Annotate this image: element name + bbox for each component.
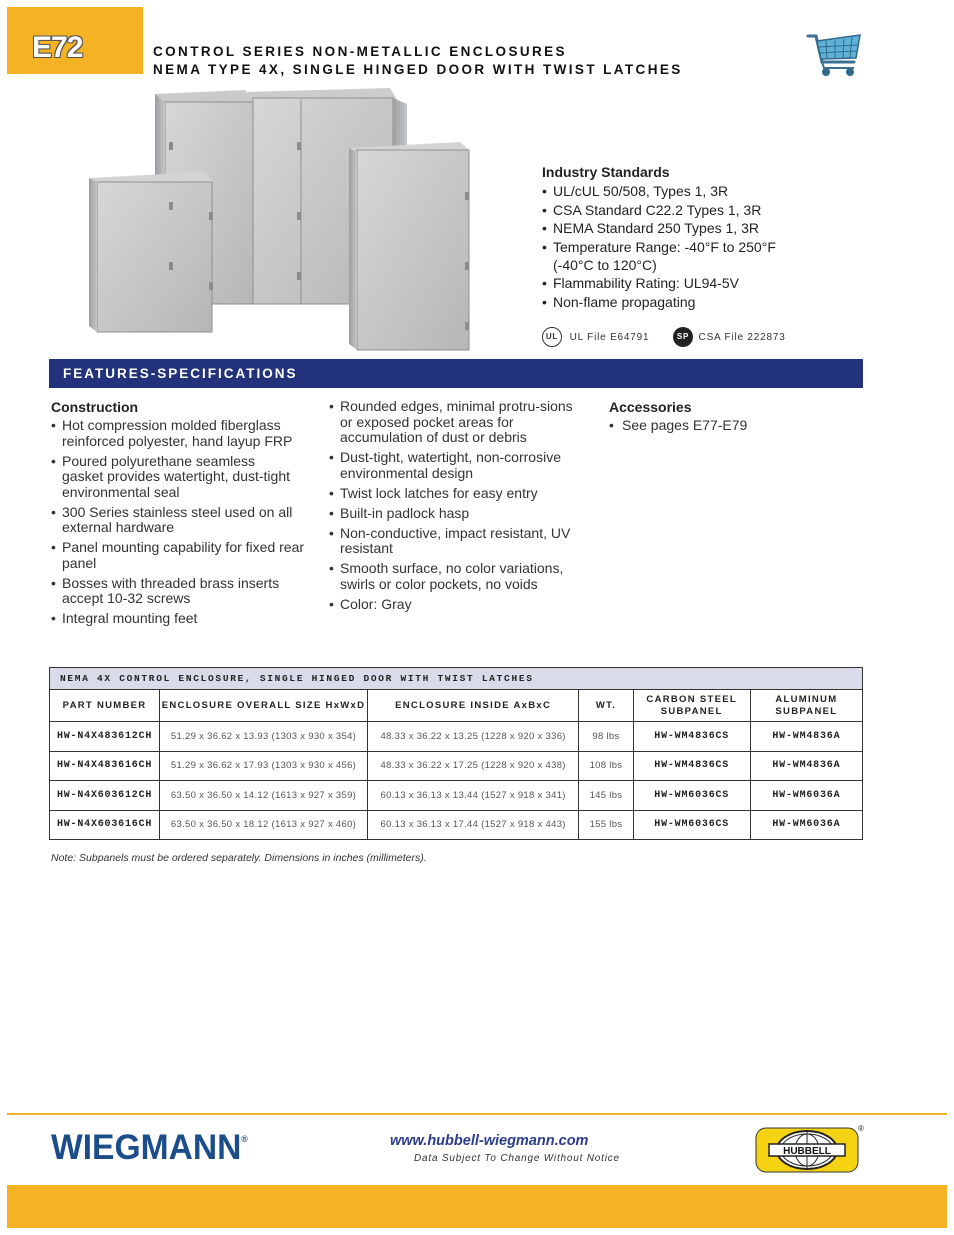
table-row	[50, 751, 863, 781]
cell: HW-WM4836CS	[633, 722, 750, 752]
table-row	[50, 810, 863, 840]
features-bar	[49, 359, 863, 388]
cell: 98 lbs	[579, 722, 633, 752]
feature-item: • Twist lock latches for easy entry	[329, 486, 587, 502]
construction-title: Construction	[51, 399, 139, 415]
disclaimer: Data Subject To Change Without Notice	[414, 1153, 620, 1164]
website-link[interactable]: www.hubbell-wiegmann.com	[390, 1133, 589, 1149]
features-column	[329, 399, 587, 617]
hubbell-logo	[755, 1127, 859, 1173]
feature-item: • Built-in padlock hasp	[329, 506, 587, 522]
col-header: ALUMINUM SUBPANEL	[750, 690, 862, 722]
cell: HW-WM4836A	[750, 722, 862, 752]
construction-column	[51, 399, 311, 631]
wiegmann-logo	[51, 1128, 248, 1168]
standards-item: • Non-flame propagating	[542, 293, 842, 311]
construction-item: • Poured polyurethane seamless gasket provides watertight, dust-tight environmental seal	[51, 454, 292, 501]
construction-item: • 300 Series stainless steel used on all external hardware	[51, 505, 311, 536]
page-tab	[7, 7, 143, 74]
features-title: FEATURES-SPECIFICATIONS	[63, 366, 298, 381]
accessories-title: Accessories	[609, 399, 692, 415]
standards-item: • CSA Standard C22.2 Types 1, 3R	[542, 201, 842, 219]
cell: 63.50 x 36.50 x 18.12 (1613 x 927 x 460)	[160, 810, 368, 840]
csa-logo-icon: SP	[673, 327, 693, 347]
header-title-line2: NEMA TYPE 4X, SINGLE HINGED DOOR WITH TWIST LATCHES	[153, 62, 683, 77]
feature-item: • Dust-tight, watertight, non-corrosive environmental design	[329, 450, 587, 481]
accessories-item: • See pages E77-E79	[609, 418, 849, 434]
table-row	[50, 722, 863, 752]
enclosure-table	[49, 667, 863, 840]
standards-item: • Flammability Rating: UL94-5V	[542, 274, 842, 292]
feature-item: • Color: Gray	[329, 597, 587, 613]
footer-divider	[7, 1113, 947, 1115]
cell: HW-WM4836A	[750, 751, 862, 781]
hubbell-reg: ®	[858, 1124, 864, 1133]
feature-item: • Non-conductive, impact resistant, UV resistant	[329, 526, 587, 557]
feature-item: • Rounded edges, minimal protru-sions or exposed pocket areas for accumulation of dust or debris	[329, 399, 575, 446]
header-title-line1: CONTROL SERIES NON-METALLIC ENCLOSURES	[153, 44, 567, 59]
table-caption: NEMA 4X CONTROL ENCLOSURE, SINGLE HINGED DOOR WITH TWIST LATCHES	[50, 668, 863, 690]
hubbell-text: HUBBELL	[783, 1146, 831, 1157]
col-header: ENCLOSURE OVERALL SIZE HxWxD	[160, 690, 368, 722]
cell: HW-WM6036CS	[633, 810, 750, 840]
standards-item: • UL/cUL 50/508, Types 1, 3R	[542, 182, 842, 200]
cell: 51.29 x 36.62 x 13.93 (1303 x 930 x 354)	[160, 722, 368, 752]
certifications	[542, 327, 786, 349]
cell: HW-WM4836CS	[633, 751, 750, 781]
standards-item: • NEMA Standard 250 Types 1, 3R	[542, 219, 842, 237]
cell: HW-N4X603616CH	[50, 810, 160, 840]
construction-item: • Integral mounting feet	[51, 611, 311, 627]
footer-bar	[7, 1185, 947, 1228]
construction-item: • Bosses with threaded brass inserts accept 10-32 screws	[51, 576, 311, 607]
cell: HW-N4X603612CH	[50, 781, 160, 811]
cell: HW-N4X483612CH	[50, 722, 160, 752]
cell: 48.33 x 36.22 x 13.25 (1228 x 920 x 336)	[367, 722, 578, 752]
construction-item: • Panel mounting capability for fixed rear panel	[51, 540, 311, 571]
cell: 63.50 x 36.50 x 14.12 (1613 x 927 x 359)	[160, 781, 368, 811]
cell: 48.33 x 36.22 x 17.25 (1228 x 920 x 438)	[367, 751, 578, 781]
enclosures-product-image	[85, 82, 485, 354]
csa-file: CSA File 222873	[698, 331, 786, 343]
cell: 108 lbs	[579, 751, 633, 781]
brand-reg: ®	[241, 1134, 248, 1144]
industry-standards	[542, 163, 842, 311]
cell: HW-WM6036A	[750, 781, 862, 811]
table-header-row	[50, 690, 863, 722]
construction-item: • Hot compression molded fiberglass reinforced polyester, hand layup FRP	[51, 418, 311, 449]
standards-item: • Temperature Range: -40°F to 250°F (-40°C to 120°C)	[542, 238, 803, 274]
ul-file: UL File E64791	[569, 331, 650, 343]
table-row	[50, 781, 863, 811]
shopping-cart-icon[interactable]	[806, 32, 864, 80]
col-header: WT.	[579, 690, 633, 722]
cell: 145 lbs	[579, 781, 633, 811]
cell: HW-WM6036CS	[633, 781, 750, 811]
feature-item: • Smooth surface, no color variations, swirls or color pockets, no voids	[329, 561, 587, 592]
cell: HW-N4X483616CH	[50, 751, 160, 781]
cell: 51.29 x 36.62 x 17.93 (1303 x 930 x 456)	[160, 751, 368, 781]
col-header: CARBON STEEL SUBPANEL	[633, 690, 750, 722]
col-header: PART NUMBER	[50, 690, 160, 722]
page-number: E72	[32, 31, 83, 64]
cell: HW-WM6036A	[750, 810, 862, 840]
cell: 60.13 x 36.13 x 17.44 (1527 x 918 x 443)	[367, 810, 578, 840]
col-header: ENCLOSURE INSIDE AxBxC	[367, 690, 578, 722]
cell: 155 lbs	[579, 810, 633, 840]
brand-name: WIEGMANN	[51, 1128, 242, 1167]
accessories-column	[609, 399, 849, 438]
cell: 60.13 x 36.13 x 13.44 (1527 x 918 x 341)	[367, 781, 578, 811]
ul-logo-icon: UL	[542, 327, 562, 347]
table-note: Note: Subpanels must be ordered separately. Dimensions in inches (millimeters).	[51, 852, 427, 864]
standards-title: Industry Standards	[542, 164, 670, 180]
